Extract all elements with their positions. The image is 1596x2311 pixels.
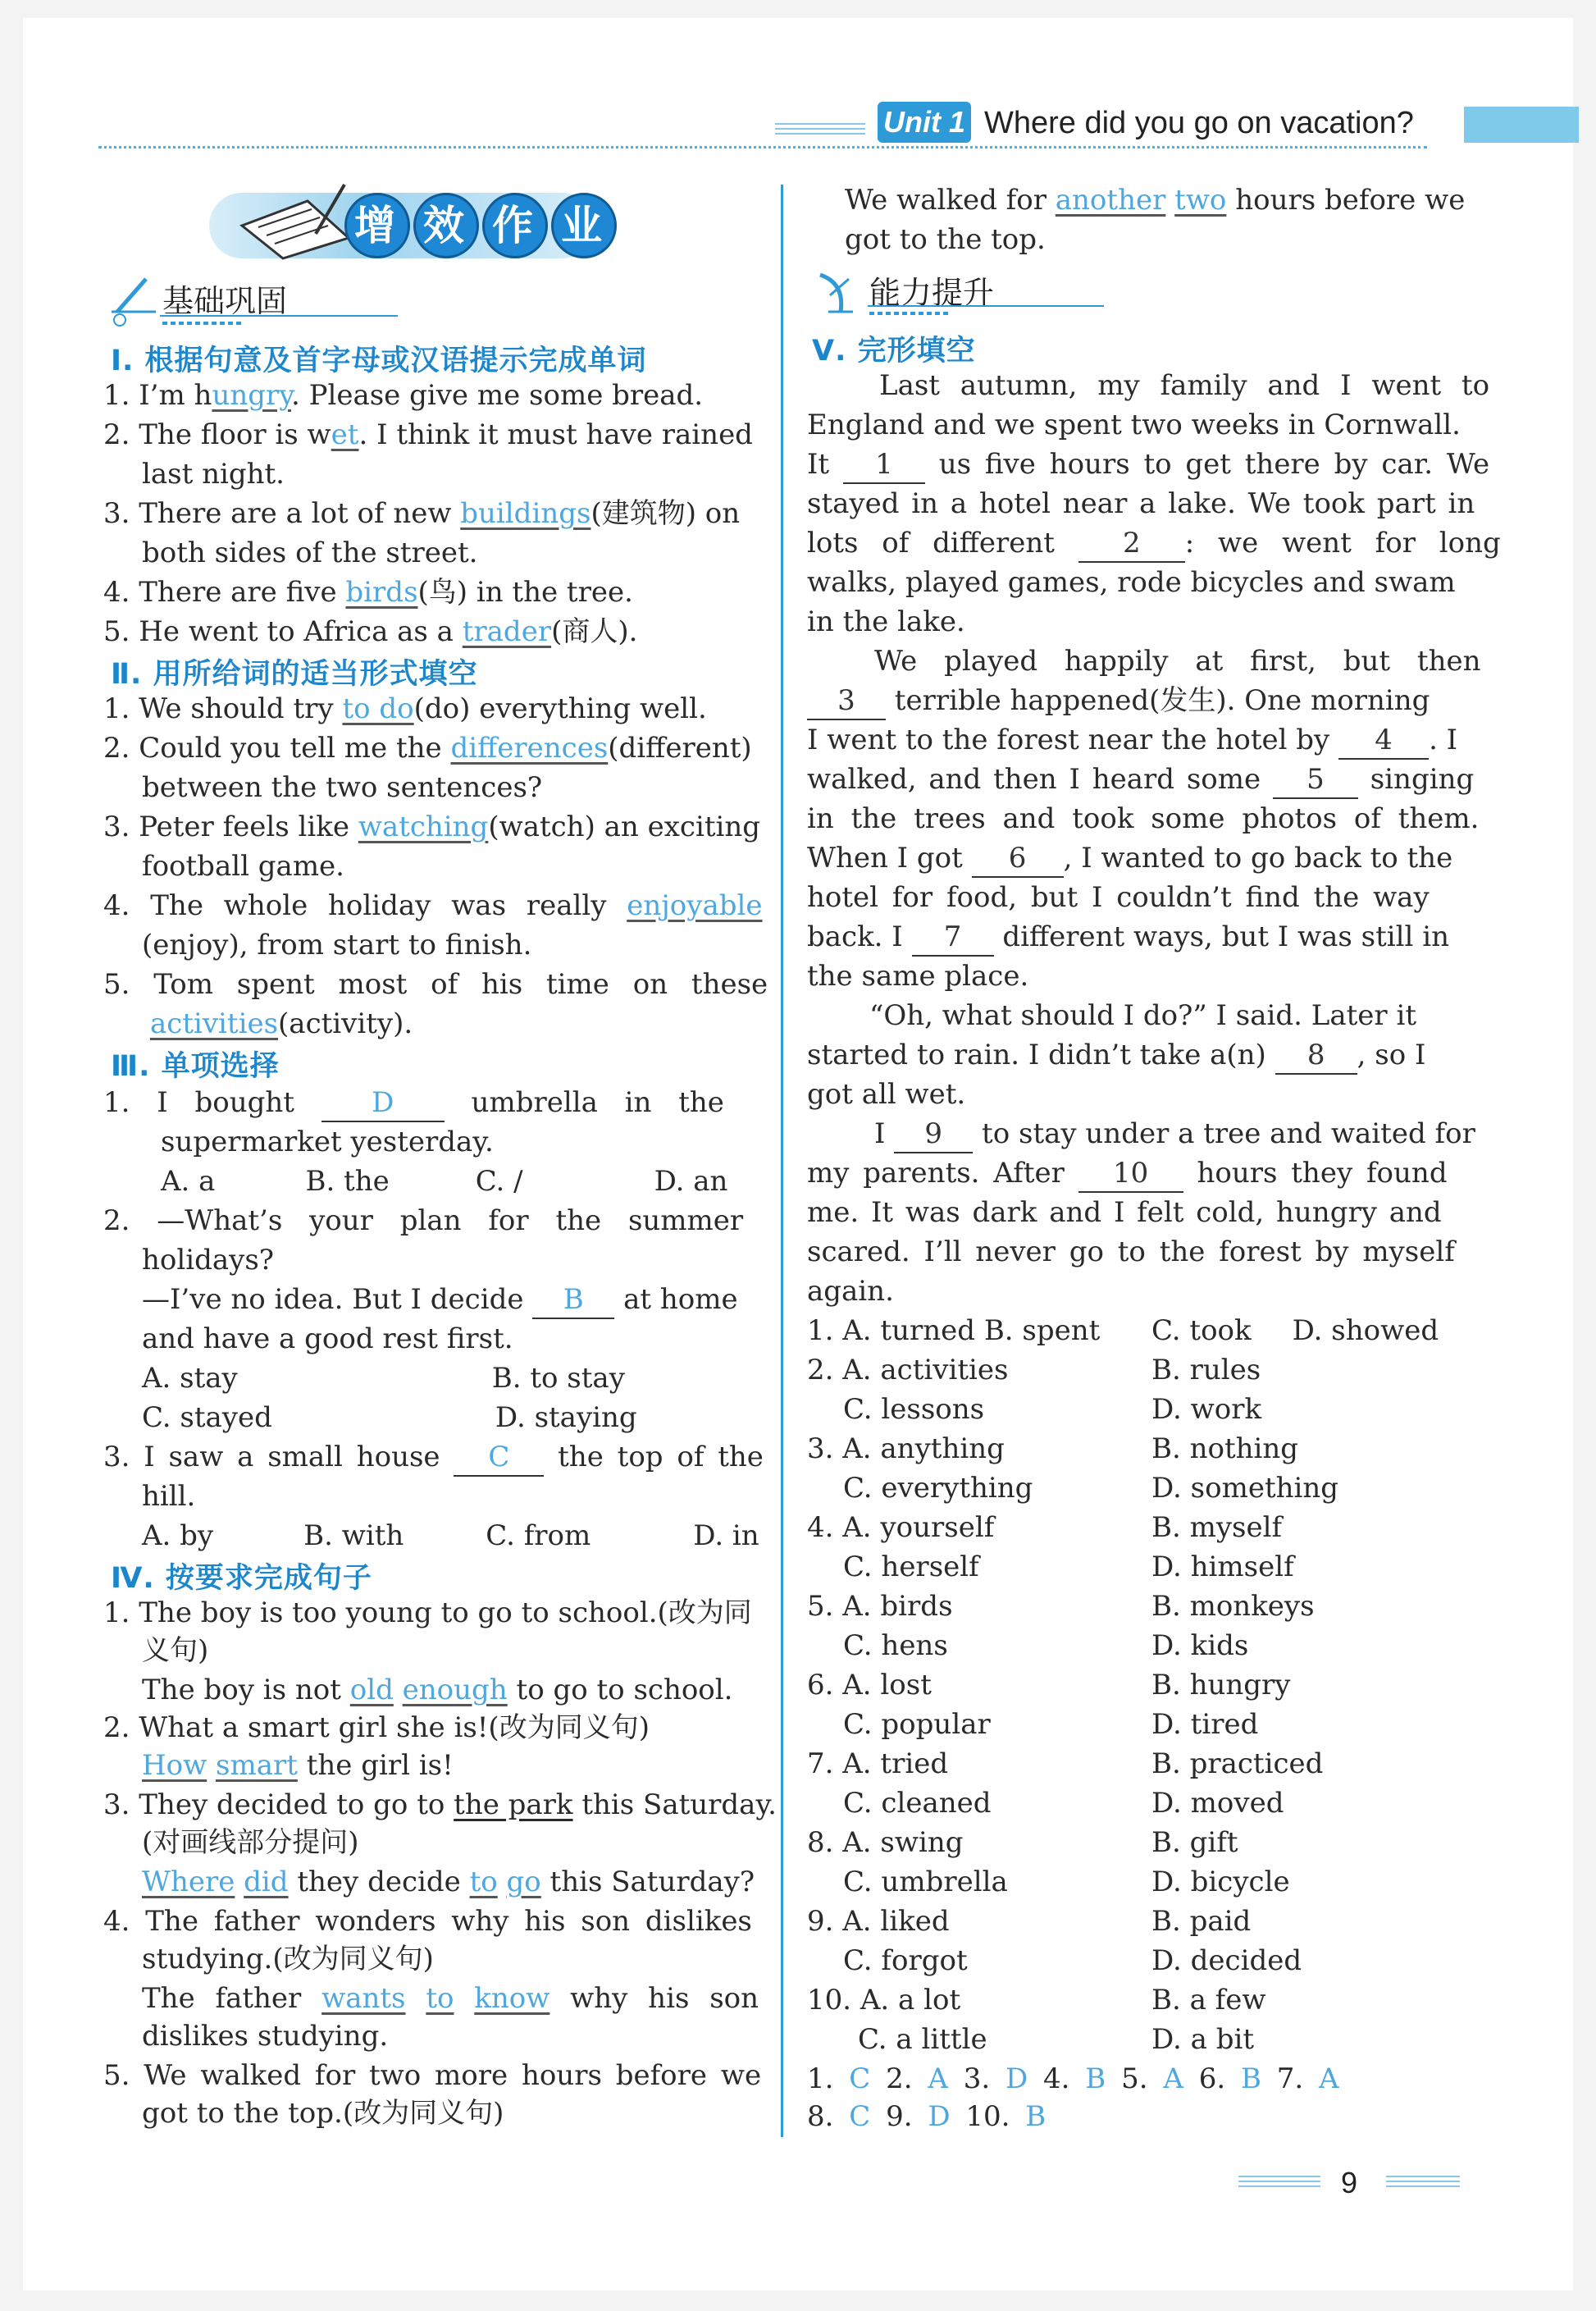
unit-title: Where did you go on vacation? <box>984 106 1414 140</box>
passage-line-2: England and we spent two weeks in Cornwall. <box>807 409 1461 441</box>
s4-q3: 3. They decided to go to the park this Saturday. <box>103 1788 777 1821</box>
opt-3-a: 3. A. anything <box>807 1432 1005 1465</box>
opt-4-d: D. himself <box>1151 1551 1294 1583</box>
s2-q5b: activities(activity). <box>150 1007 413 1040</box>
s3-q2b: holidays? <box>142 1244 275 1277</box>
s1-q3b: both sides of the street. <box>142 537 478 569</box>
opt-8-b: B. gift <box>1151 1826 1238 1859</box>
opt-6-b: B. hungry <box>1151 1669 1291 1701</box>
opt-7-a: 7. A. tried <box>807 1747 949 1780</box>
opt-10-d: D. a bit <box>1151 2023 1255 2056</box>
passage-line-10: I went to the forest near the hotel by 4 . I <box>807 722 1457 760</box>
passage-line-5: lots of different 2 : we went for long <box>807 525 1501 563</box>
opt-9-c: C. forgot <box>843 1944 968 1977</box>
s1-q5: 5. He went to Africa as a trader(商人). <box>103 615 638 648</box>
passage-line-7: in the lake. <box>807 605 965 638</box>
unit-badge: Unit 1 <box>878 102 971 143</box>
satellite-dish-icon <box>812 263 869 320</box>
opt-2-b: B. rules <box>1151 1354 1261 1386</box>
s4-q5b: got to the top.(改为同义句) <box>142 2097 504 2130</box>
page-number-left-lines <box>1238 2176 1320 2187</box>
s4-q4c: dislikes studying. <box>142 2020 389 2053</box>
passage-line-20: I 9 to stay under a tree and waited for <box>874 1116 1475 1153</box>
s4-q5: 5. We walked for two more hours before we <box>103 2059 762 2092</box>
passage-line-4: stayed in a hotel near a lake. We took part in <box>807 487 1475 520</box>
s3-q3b: hill. <box>142 1480 196 1513</box>
s4-q4: 4. The father wonders why his son dislikes <box>103 1905 752 1938</box>
header-decoration <box>775 123 865 138</box>
passage-line-21: my parents. After 10 hours they found <box>807 1155 1448 1193</box>
s4-q2-answer: How smart the girl is! <box>142 1749 454 1782</box>
s3-q2-opt-cd: C. stayed D. staying <box>142 1401 637 1434</box>
passage-line-12: in the trees and took some photos of them. <box>807 802 1480 835</box>
s4-q2: 2. What a smart girl she is!(改为同义句) <box>103 1711 650 1744</box>
s1-q4: 4. There are five birds(鸟) in the tree. <box>103 576 633 609</box>
header-bar <box>1464 107 1579 143</box>
opt-4-c: C. herself <box>843 1551 979 1583</box>
s4-q3-answer: Where did they decide to go this Saturday? <box>142 1866 755 1898</box>
s2-q2: 2. Could you tell me the differences(different) <box>103 732 752 765</box>
opt-9-a: 9. A. liked <box>807 1905 950 1938</box>
opt-10-a: 10. A. a lot <box>807 1984 961 2016</box>
opt-8-a: 8. A. swing <box>807 1826 964 1859</box>
passage-line-1: Last autumn, my family and I went to <box>879 369 1490 402</box>
page-number-right-lines <box>1386 2176 1460 2187</box>
section-ability-underline <box>868 305 1104 307</box>
answers-1-7: 1. C 2. A 3. D 4. B 5. A 6. B 7. A <box>807 2062 1339 2095</box>
passage-line-14: hotel for food, but I couldn’t find the way <box>807 881 1430 914</box>
opt-8-c: C. umbrella <box>843 1866 1008 1898</box>
section-2-title: Ⅱ. 用所给词的适当形式填空 <box>111 658 478 691</box>
s4-q5-answer: We walked for another two hours before we <box>845 184 1466 217</box>
s4-q3b: (对画线部分提问) <box>142 1826 359 1859</box>
passage-line-6: walks, played games, rode bicycles and swam <box>807 566 1456 599</box>
passage-line-11: walked, and then I heard some 5 singing <box>807 761 1474 799</box>
passage-line-24: again. <box>807 1275 894 1308</box>
opt-2-d: D. work <box>1151 1393 1262 1426</box>
s3-q1: 1. I bought D umbrella in the <box>103 1085 724 1122</box>
opt-6-a: 6. A. lost <box>807 1669 932 1701</box>
s4-q5-answer-b: got to the top. <box>845 223 1046 256</box>
section-ability-dots <box>869 312 948 315</box>
passage-line-17: “Oh, what should I do?” I said. Later it <box>869 999 1417 1032</box>
passage-line-15: back. I 7 different ways, but I was still in <box>807 919 1449 957</box>
page-number: 9 <box>1341 2166 1358 2199</box>
opt-10-b: B. a few <box>1151 1984 1266 2016</box>
s2-q3: 3. Peter feels like watching(watch) an exciting <box>103 811 761 843</box>
opt-2-a: 2. A. activities <box>807 1354 1009 1386</box>
section-basics: 基础巩固 <box>162 283 288 319</box>
passage-line-9: 3 terrible happened(发生). One morning <box>807 683 1430 720</box>
opt-5-c: C. hens <box>843 1629 948 1662</box>
s4-q1b: 义句) <box>142 1634 209 1667</box>
s2-q4b: (enjoy), from start to finish. <box>142 929 532 961</box>
passage-line-22: me. It was dark and I felt cold, hungry and <box>807 1196 1442 1229</box>
s4-q4-answer: The father wants to know why his son <box>142 1982 759 2015</box>
passage-line-16: the same place. <box>807 960 1029 993</box>
opt-1: 1. A. turned B. spent <box>807 1314 1101 1347</box>
passage-line-23: scared. I’ll never go to the forest by myself <box>807 1235 1455 1268</box>
notebook-pen-icon <box>234 176 357 263</box>
opt-5-d: D. kids <box>1151 1629 1249 1662</box>
banner-title: 增 效 作 业 <box>344 190 620 259</box>
s3-q2c: —I’ve no idea. But I decide B at home <box>142 1281 738 1319</box>
s3-q3: 3. I saw a small house C the top of the <box>103 1439 764 1477</box>
s4-q1: 1. The boy is too young to go to school.(改为同 <box>103 1596 752 1629</box>
s2-q2b: between the two sentences? <box>142 771 543 804</box>
header-divider <box>98 146 1427 148</box>
passage-line-18: started to rain. I didn’t take a(n) 8 , so I <box>807 1037 1425 1075</box>
opt-3-b: B. nothing <box>1151 1432 1299 1465</box>
column-divider <box>781 185 783 2137</box>
section-basics-underline <box>160 315 398 317</box>
opt-7-b: B. practiced <box>1151 1747 1324 1780</box>
opt-2-c: C. lessons <box>843 1393 985 1426</box>
section-5-title: Ⅴ. 完形填空 <box>812 335 976 368</box>
passage-line-19: got all wet. <box>807 1078 966 1111</box>
section-4-title: Ⅳ. 按要求完成句子 <box>111 1562 372 1595</box>
opt-6-c: C. popular <box>843 1708 991 1741</box>
s2-q1: 1. We should try to do(do) everything well. <box>103 692 707 725</box>
s4-q1-answer: The boy is not old enough to go to school. <box>142 1674 733 1706</box>
opt-4-a: 4. A. yourself <box>807 1511 995 1544</box>
passage-line-13: When I got 6 , I wanted to go back to the <box>807 840 1452 878</box>
opt-9-d: D. decided <box>1151 1944 1302 1977</box>
s3-q2d: and have a good rest first. <box>142 1322 513 1355</box>
pencil-icon <box>105 271 162 328</box>
passage-line-3: It 1 us five hours to get there by car. We <box>807 446 1489 484</box>
opt-7-d: D. moved <box>1151 1787 1284 1820</box>
opt-4-b: B. myself <box>1151 1511 1283 1544</box>
section-ability: 能力提升 <box>869 275 995 311</box>
section-3-title: Ⅲ. 单项选择 <box>111 1050 280 1083</box>
opt-9-b: B. paid <box>1151 1905 1252 1938</box>
s2-q5: 5. Tom spent most of his time on these <box>103 968 768 1001</box>
answers-8-10: 8. C 9. D 10. B <box>807 2100 1047 2133</box>
opt-5-b: B. monkeys <box>1151 1590 1315 1623</box>
section-1-title: Ⅰ. 根据句意及首字母或汉语提示完成单词 <box>111 345 647 377</box>
s1-q3: 3. There are a lot of new buildings(建筑物) on <box>103 497 741 530</box>
s3-q1-options: A. a B. the C. / D. an <box>161 1165 728 1198</box>
opt-5-a: 5. A. birds <box>807 1590 953 1623</box>
section-basics-dots <box>162 322 241 325</box>
s1-q1: 1. I’m hungry. Please give me some bread. <box>103 379 704 412</box>
s2-q4: 4. The whole holiday was really enjoyable <box>103 889 763 922</box>
s1-q2b: last night. <box>142 458 285 491</box>
opt-6-d: D. tired <box>1151 1708 1259 1741</box>
passage-line-8: We played happily at first, but then <box>874 645 1481 678</box>
opt-8-d: D. bicycle <box>1151 1866 1290 1898</box>
s3-q2: 2. —What’s your plan for the summer <box>103 1204 744 1237</box>
opt-1-cd: C. took D. showed <box>1151 1314 1439 1347</box>
s3-q3-options: A. by B. with C. from D. in <box>142 1519 759 1552</box>
s1-q2: 2. The floor is wet. I think it must have rained <box>103 418 753 451</box>
s4-q4b: studying.(改为同义句) <box>142 1943 434 1975</box>
s2-q3b: football game. <box>142 850 344 883</box>
s3-q2-opt-ab: A. stay B. to stay <box>142 1362 625 1395</box>
opt-3-c: C. everything <box>843 1472 1033 1505</box>
opt-3-d: D. something <box>1151 1472 1339 1505</box>
opt-10-c: C. a little <box>858 2023 987 2056</box>
opt-7-c: C. cleaned <box>843 1787 992 1820</box>
s3-q1b: supermarket yesterday. <box>161 1126 494 1158</box>
